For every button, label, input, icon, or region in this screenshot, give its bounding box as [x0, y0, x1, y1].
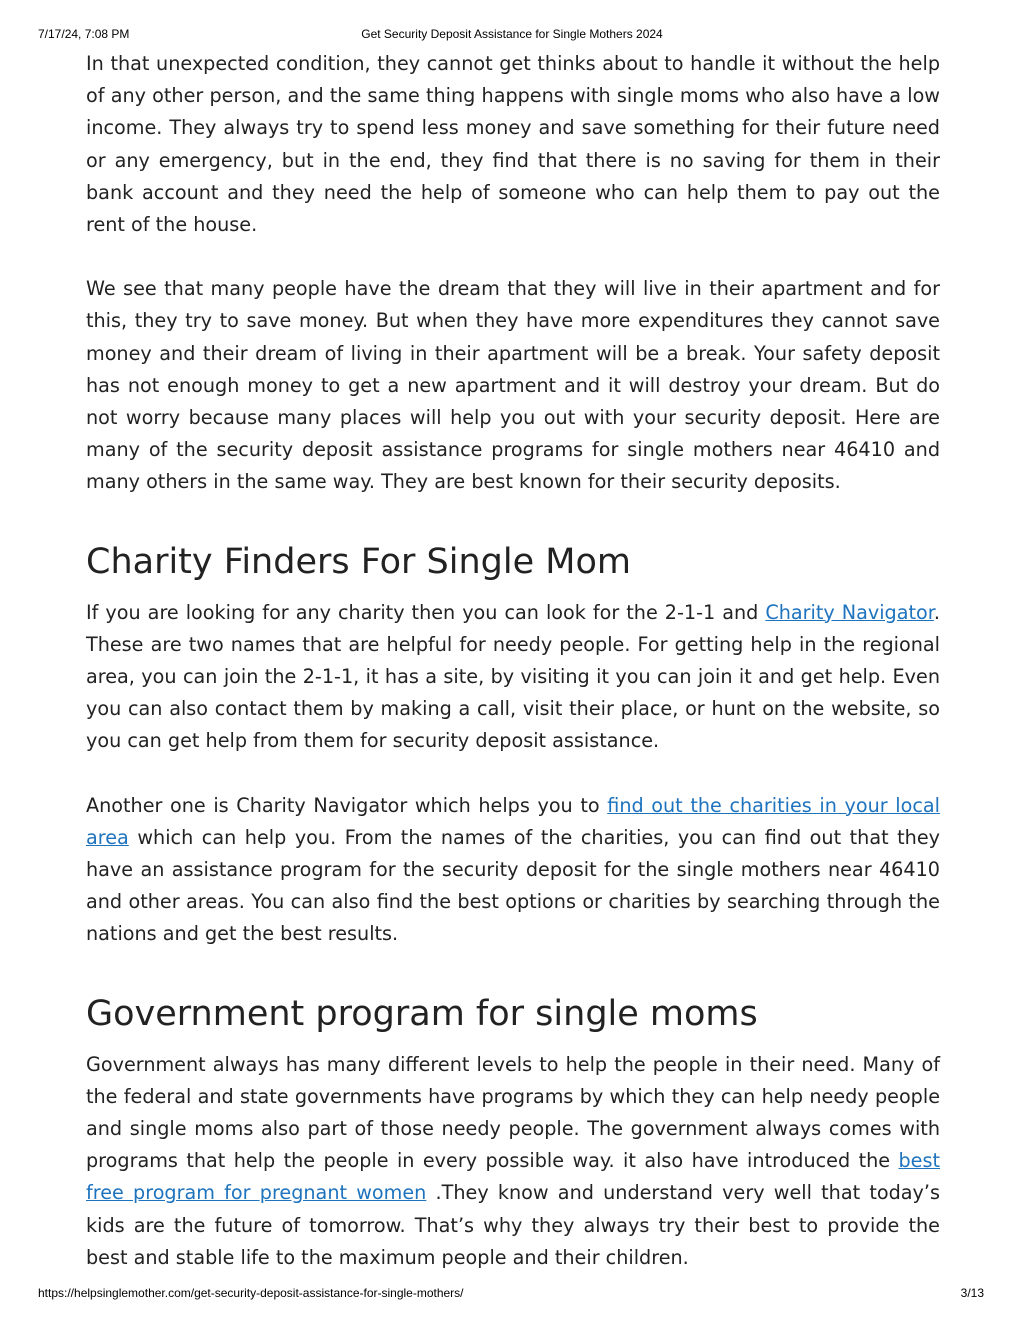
heading-charity-finders: Charity Finders For Single Mom: [86, 541, 631, 582]
paragraph-charity-211: [86, 597, 940, 758]
paragraph-text: We see that many people have the dream that they will live in their apartment and for this, they try to save money. But when they have more expenditures they cannot save money and their dream of living in their apartment will be a break. Your safety deposit has not enough money to get a new apartment and it will destroy your dream. But do not worry because many places will help you out with your security deposit. Here are many of the security deposit assistance programs for single mothers near 46410 and many others in the same way. They are best known for their security deposits.: [86, 277, 940, 494]
paragraph-apartment-dream: [86, 273, 940, 498]
paragraph-charity-navigator: [86, 790, 940, 951]
print-header: [0, 27, 1024, 43]
paragraph-text: . These are two names that are helpful for needy people. For getting help in the regional area, you can join the 2-1-1, it has a site, by visiting it you can join it and get help. Even you can also contact them by making a call, visit their place, or hunt on the website, so you can get help from them for security deposit assistance.: [86, 600, 940, 753]
paragraph-unexpected-condition: [86, 48, 940, 241]
print-datetime: 7/17/24, 7:08 PM: [38, 27, 130, 41]
paragraph-government: [86, 1049, 940, 1274]
pregnant-women-program-link[interactable]: best free program for pregnant women: [86, 1149, 940, 1205]
print-footer: [0, 1286, 1024, 1302]
article-content: [86, 48, 940, 1274]
find-local-charities-link[interactable]: find out the charities in your local area: [86, 793, 940, 849]
print-page-title: Get Security Deposit Assistance for Single Mothers 2024: [361, 27, 663, 41]
heading-government-program: Government program for single moms: [86, 993, 758, 1034]
paragraph-text: which can help you. From the names of the charities, you can find out that they have an assistance program for the security deposit for the single mothers near 46410 and other areas. You can also find the best options or charities by searching through the nations and get the best results.: [86, 825, 940, 946]
page-url: https://helpsinglemother.com/get-security-deposit-assistance-for-single-mothers/: [38, 1286, 464, 1300]
charity-navigator-link[interactable]: Charity Navigator: [765, 600, 934, 624]
page-number: 3/13: [960, 1286, 984, 1300]
paragraph-text: Government always has many different levels to help the people in their need. Many of the federal and state governments have programs by which they can help needy people and single moms also part of those needy people. The government always comes with programs that help the people in every possible way. it also have introduced the: [86, 1052, 940, 1173]
paragraph-text: Another one is Charity Navigator which helps you to: [86, 793, 608, 817]
paragraph-text: .They know and understand very well that today’s kids are the future of tomorrow. That’s why they always try their best to provide the best and stable life to the maximum people and their children.: [86, 1181, 940, 1269]
paragraph-text: If you are looking for any charity then you can look for the 2-1-1 and: [86, 600, 766, 624]
paragraph-text: In that unexpected condition, they cannot get thinks about to handle it without the help of any other person, and the same thing happens with single moms who also have a low income. They always try to spend less money and save something for their future need or any emergency, but in the end, they find that there is no saving for them in their bank account and they need the help of someone who can help them to pay out the rent of the house.: [86, 52, 940, 237]
